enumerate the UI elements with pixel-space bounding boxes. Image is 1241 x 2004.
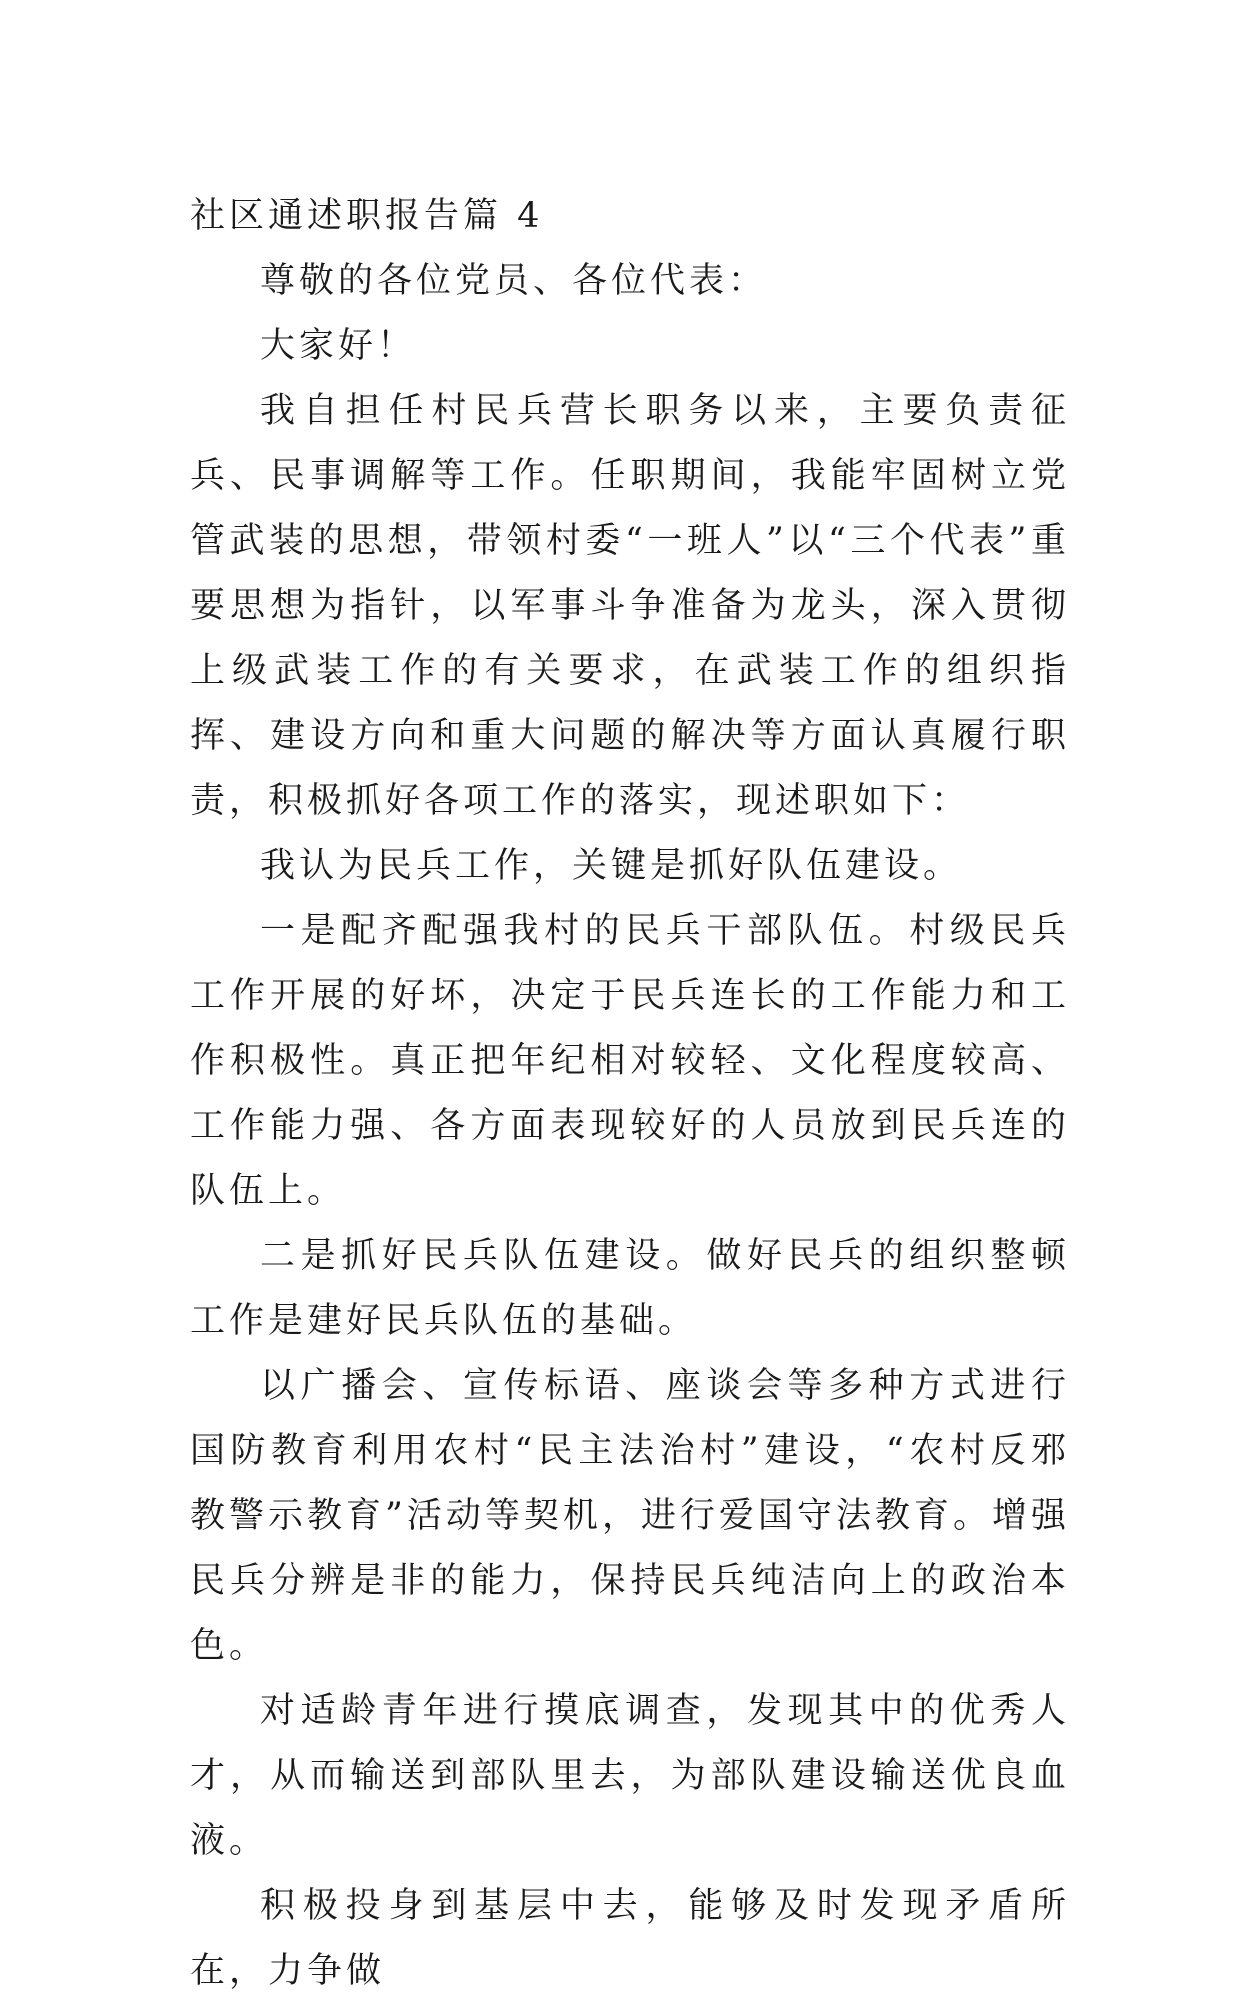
body-paragraph: 二是抓好民兵队伍建设。做好民兵的组织整顿工作是建好民兵队伍的基础。 [190,1236,1070,1341]
body-paragraph: 对适龄青年进行摸底调查，发现其中的优秀人才，从而输送到部队里去，为部队建设输送优良血液。 [190,1691,1070,1861]
salutation: 尊敬的各位党员、各位代表： [260,261,768,301]
document-body [190,184,1070,2004]
body-paragraph: 以广播会、宣传标语、座谈会等多种方式进行国防教育利用农村“民主法治村”建设，“农村反邪教警示教育”活动等契机，进行爱国守法教育。增强民兵分辨是非的能力，保持民兵纯洁向上的政治本色。 [190,1366,1070,1666]
document-title: 社区通述职报告篇 4 [190,196,544,236]
body-paragraph: 积极投身到基层中去，能够及时发现矛盾所在，力争做 [190,1886,1070,1991]
body-paragraph: 一是配齐配强我村的民兵干部队伍。村级民兵工作开展的好坏，决定于民兵连长的工作能力和工作积极性。真正把年纪相对较轻、文化程度较高、工作能力强、各方面表现较好的人员放到民兵连的队伍上。 [190,911,1070,1211]
greeting: 大家好！ [260,326,417,366]
body-paragraph: 我认为民兵工作，关键是抓好队伍建设。 [260,846,963,886]
body-paragraph: 我自担任村民兵营长职务以来，主要负责征兵、民事调解等工作。任职期间，我能牢固树立党管武装的思想，带领村委“一班人”以“三个代表”重要思想为指针，以军事斗争准备为龙头，深入贯彻上级武装工作的有关要求，在武装工作的组织指挥、建设方向和重大问题的解决等方面认真履行职责，积极抓好各项工作的落实，现述职如下： [190,391,1070,821]
